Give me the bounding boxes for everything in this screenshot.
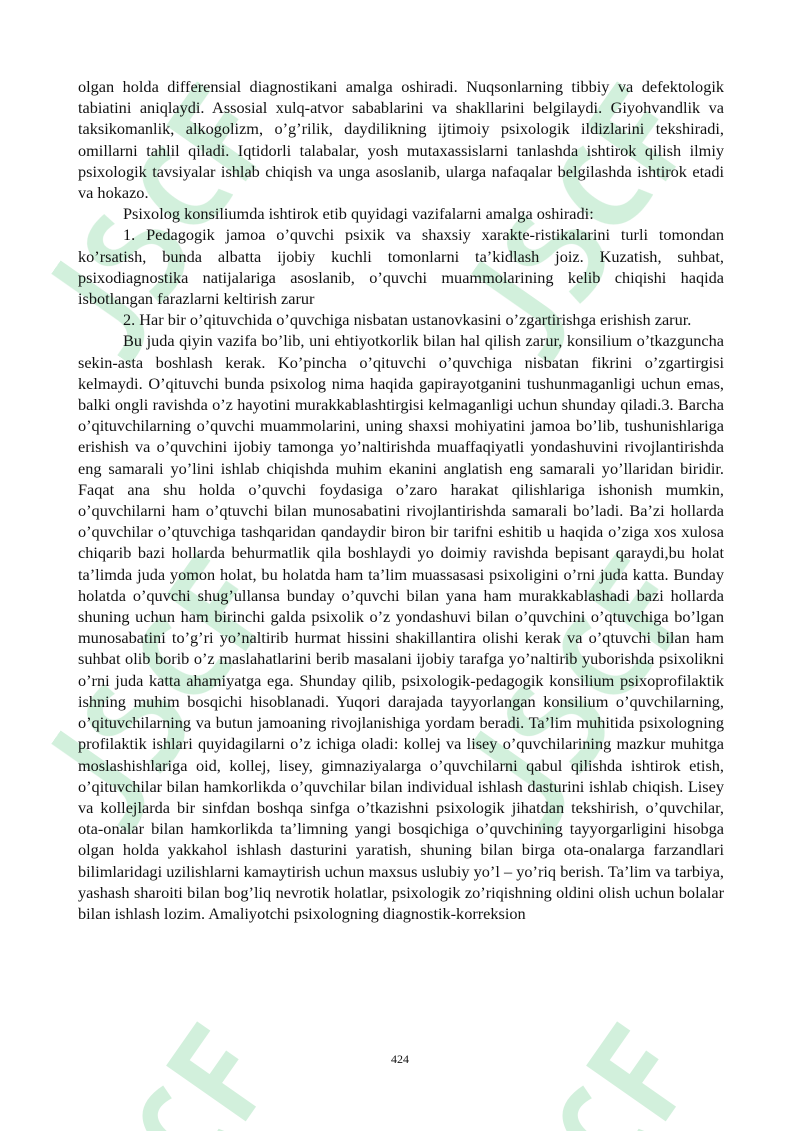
list-item: 2. Har bir o’qituvchida o’quvchiga nisbatan ustanovkasini o’zgartirishga erishish zarur. (123, 310, 692, 330)
document-body (78, 76, 724, 924)
list-item: 1. Pedagogik jamoa o’quvchi psixik va shaxsiy xarakte-ristikalarini turli tomondan ko’rsatish, bunda albatta ijobiy kuchli tomonlarni ta’kidlash joiz. Kuzatish, suhbat, psixodiagnostika natijalariga asoslanib, o’quvchi muammolarining kelib chiqishi haqida isbotlangan farazlarni keltirish zarur (78, 225, 724, 309)
paragraph: Bu juda qiyin vazifa bo’lib, uni ehtiyotkorlik bilan hal qilish zarur, konsilium o’tkazguncha sekin-asta boshlash kerak. Ko’pincha o’qituvchi o’quvchiga nisbatan fikrini o’zgartirgisi kelmaydi. O’qituvchi bunda psixolog nima haqida gapirayotganini tushunmaganligi uchun emas, balki ongli ravishda o’z hayotini murakkablashtirgisi kelmaganligi uchun shunday qiladi.3. Barcha o’qituvchilarning o’quvchi muammolarini, uning shaxsi mohiyatini jamoa bo’lib, tushunishlariga erishish va o’quvchini ijobiy tamonga yo’naltirishda muaffaqiyatli yondashuvini rivojlantirishda eng samarali yo’lini ishlab chiqishda muhim ekanini anglatish eng samarali yo’llaridan biridir. Faqat ana shu holda o’quvchi foydasiga o’zaro harakat qilishlariga ishonish mumkin, o’quvchilarni ham o’qtuvchi bilan munosabatini rivojlantirishda samarali bo’ladi. Ba’zi hollarda o’quvchilar o’qtuvchiga tashqaridan qandaydir biron bir tarifni eshitib u haqida o’ziga xos xulosa chiqarib bazi hollarda behurmatlik qila boshlaydi yo doimiy ravishda bepisant qaraydi,bu holat ta’limda juda yomon holat, bu holatda ham ta’lim muassasasi psixoligini o’rni juda katta. Bunday holatda o’quvchi shug’ullansa bunday o’quvchi bilan yana ham murakkablashadi bazi hollarda shuning uchun ham birinchi galda psixolik o’z yondashuvi bilan o’quvchini o’qtuvchiga bo’lgan munosabatini to’g’ri yo’naltirib hurmat hissini shakillantira olishi kerak va o’qtuvchi bilan ham suhbat olib borib o’z maslahatlarini berib masalani ijobiy tarafga yo’naltirib yuborishda psixolikni o’rni juda katta ahamiyatga ega. Shunday qilib, psixologik-pedagogik konsilium psixoprofilaktik ishning muhim bosqichi hisoblanadi. Yuqori darajada tayyorlangan konsilium o’quvchilarning, o’qituvchilarning va butun jamoaning rivojlanishiga yordam beradi. Ta’lim muhitida psixologning profilaktik ishlari quyidagilarni o’z ichiga oladi: kollej va lisey o’quvchilarining mazkur muhitga moslashishlariga oid, kollej, lisey, gimnaziyalarga o’quvchilarni qabul qilishda ishtirok etish, o’qituvchilar bilan hamkorlikda o’quvchilar bilan individual ishlash dasturini ishlab chiqish. Lisey va kollejlarda bir sinfdan boshqa sinfga o’tkazishni psixologik jihatdan tekshirish, o’quvchilar, ota-onalar bilan hamkorlikda ta’limning yangi bosqichiga o’quvchining tayyorgarligini hisobga olgan holda yakkahol ishlash dasturini yaratish, shuning bilan birga ota-onalarga farzandlari bilimlaridagi uzilishlarni kamaytirish uchun maxsus uslubiy yo’l – yo’riq berish. Ta’lim va tarbiya, yashash sharoiti bilan bog’liq nevrotik holatlar, psixologik zo’riqishning oldini olish uchun bolalar bilan ishlash lozim. Amaliyotchi psixologning diagnostik-korreksion (78, 331, 724, 923)
paragraph: olgan holda differensial diagnostikani amalga oshiradi. Nuqsonlarning tibbiy va defektologik tabiatini aniqlaydi. Assosial xulq-atvor sabablarini va shakllarini belgilaydi. Giyohvandlik va taksikomanlik, alkogolizm, o’g’rilik, daydilikning ijtimoiy psixologik ildizlarini tekshiradi, omillarni tahlil qiladi. Iqtidorli talabalar, yosh mutaxassislarni tanlashda ishtirok qilish ilmiy psixologik tavsiyalar ishlab chiqish va unga asoslanib, ularga nafaqalar belgilashda ishtirok etadi va hokazo. (78, 77, 724, 203)
page-number: 424 (391, 1052, 409, 1066)
paragraph: Psixolog konsiliumda ishtirok etib quyidagi vazifalarni amalga oshiradi: (123, 204, 594, 224)
